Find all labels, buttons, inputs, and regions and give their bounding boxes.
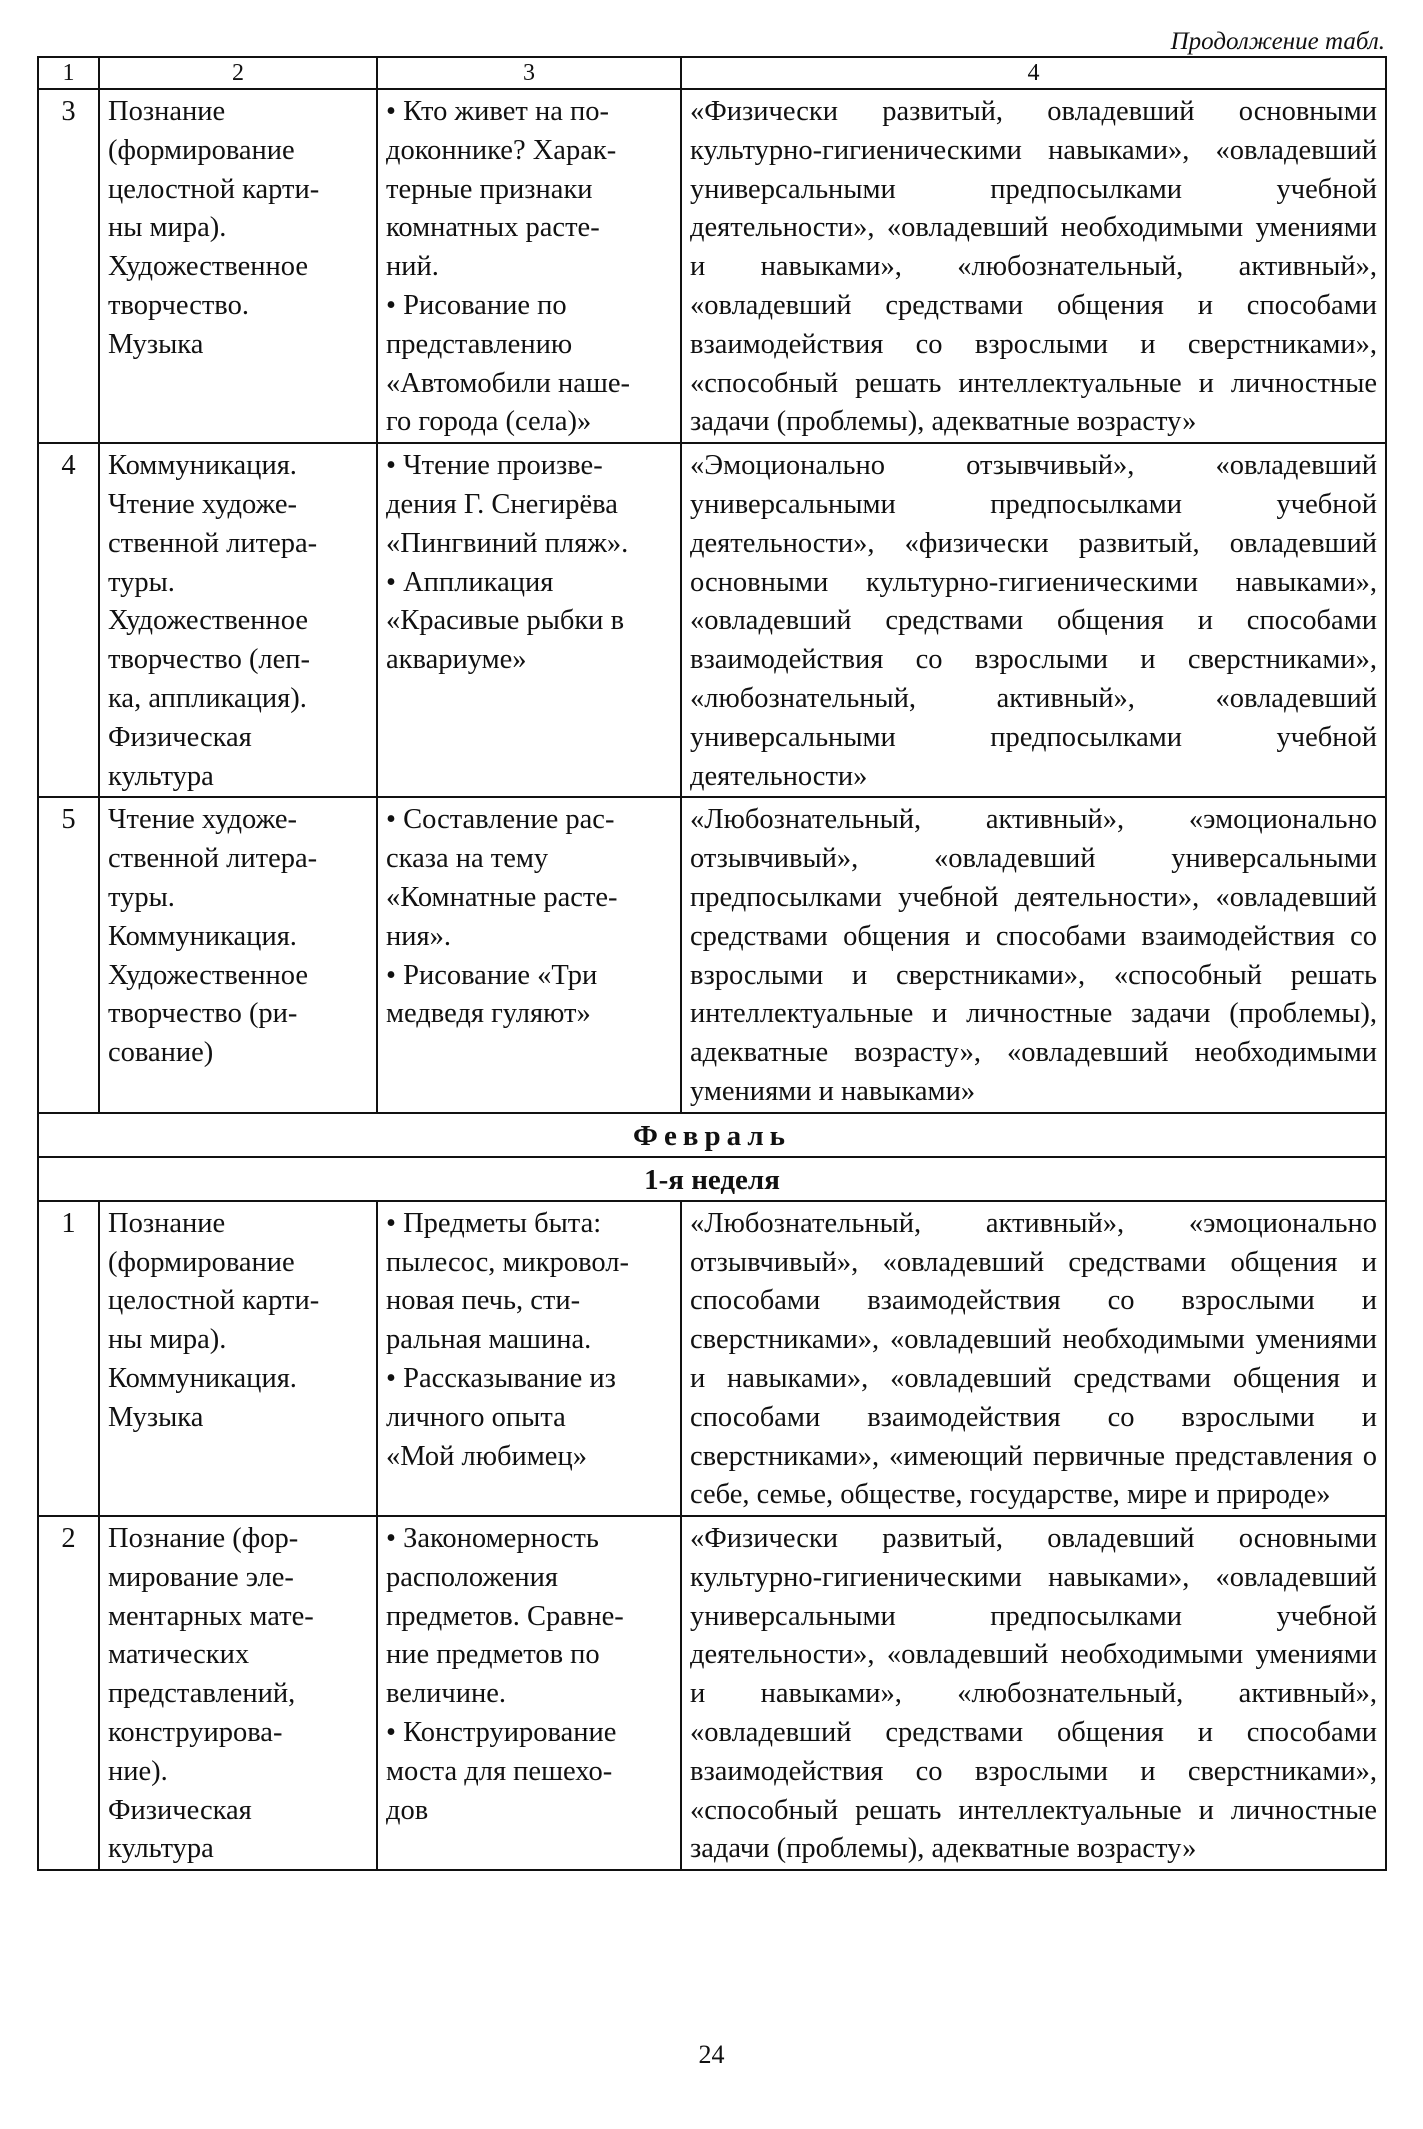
activity-line: «Автомобили наше-: [386, 367, 630, 399]
header-cell: 4: [681, 57, 1386, 89]
subject-line: (формирование: [108, 134, 295, 166]
month-row: [38, 1113, 1386, 1157]
activity-line: ния».: [386, 920, 451, 952]
subject-line: Познание: [108, 96, 226, 127]
subject-line: Художественное: [108, 959, 309, 991]
activity-line: моста для пешехо-: [386, 1755, 613, 1787]
activities-cell: [377, 443, 681, 797]
subject-areas-cell: [99, 443, 377, 797]
subject-line: туры.: [108, 881, 175, 913]
subject-line: Музыка: [108, 328, 204, 360]
row-number-cell: 2: [38, 1516, 99, 1870]
outcomes-cell: «Любознательный, активный», «эмоционально отзывчивый», «овладевший универсальными предпосылками учебной деятельности», «овладевший средствами общения и способами взаимодействия со взрослыми и сверстниками», «способный решать интеллектуальные и личностные задачи (проблемы), адекватные возрасту», «овладевший необходимыми умениями и навыками»: [681, 797, 1386, 1112]
subject-line: Коммуникация.: [108, 920, 297, 952]
activity-line: доконнике? Харак-: [386, 134, 617, 166]
subject-line: туры.: [108, 566, 175, 598]
header-cell: 3: [377, 57, 681, 89]
row-number-cell: 5: [38, 797, 99, 1112]
subject-line: Художественное: [108, 605, 309, 637]
outcomes-cell: «Любознательный, активный», «эмоционально отзывчивый», «овладевший средствами общения и способами взаимодействия со взрослыми и сверстниками», «овладевший необходимыми умениями и навыками», «овладевший средствами общения и способами взаимодействия со взрослыми и сверстниками», «имеющий первичные представления о себе, семье, обществе, государстве, мире и природе»: [681, 1201, 1386, 1516]
activity-line: • Рисование по: [386, 289, 567, 321]
subject-areas-cell: [99, 89, 377, 443]
table-row: [38, 1516, 1386, 1870]
subject-line: Физическая: [108, 721, 252, 753]
activity-line: комнатных расте-: [386, 212, 600, 244]
activity-line: личного опыта: [386, 1401, 566, 1433]
activity-line: «Пингвиний пляж».: [386, 527, 629, 559]
row-number-cell: 1: [38, 1201, 99, 1516]
activity-line: терные признаки: [386, 173, 593, 205]
subject-line: культура: [108, 760, 214, 792]
activity-line: ральная машина.: [386, 1324, 592, 1356]
subject-line: целостной карти-: [108, 173, 320, 205]
row-number-cell: 3: [38, 89, 99, 443]
subject-line: ственной литера-: [108, 843, 318, 875]
subject-line: сование): [108, 1037, 214, 1069]
activity-line: «Красивые рыбки в: [386, 605, 625, 637]
subject-areas-cell: [99, 1516, 377, 1870]
subject-line: конструирова-: [108, 1717, 283, 1749]
activity-line: «Комнатные расте-: [386, 881, 618, 913]
activity-line: • Предметы быта:: [386, 1207, 602, 1239]
activity-line: расположения: [386, 1561, 559, 1593]
outcomes-cell: «Физически развитый, овладевший основными культурно-гигиеническими навыками», «овладевший универсальными предпосылками учебной деятельности», «овладевший необходимыми умениями и навыками», «любознательный, активный», «овладевший средствами общения и способами взаимодействия со взрослыми и сверстниками», «способный решать интеллектуальные и личностные задачи (проблемы), адекватные возрасту»: [681, 89, 1386, 443]
subject-line: Чтение художе-: [108, 804, 298, 836]
activity-line: предметов. Сравне-: [386, 1600, 624, 1632]
header-cell: 2: [99, 57, 377, 89]
activity-line: величине.: [386, 1678, 507, 1710]
subject-line: ментарных мате-: [108, 1600, 314, 1632]
subject-line: ние).: [108, 1755, 168, 1787]
week-row: [38, 1157, 1386, 1201]
subject-line: Коммуникация.: [108, 450, 297, 482]
subject-line: ны мира).: [108, 1324, 227, 1356]
week-title: 1-я неделя: [644, 1163, 780, 1196]
activity-line: сказа на тему: [386, 843, 549, 875]
table-row: [38, 797, 1386, 1112]
table-row: [38, 443, 1386, 797]
activity-line: дов: [386, 1794, 429, 1826]
subject-line: целостной карти-: [108, 1285, 320, 1317]
activity-line: • Аппликация: [386, 566, 554, 598]
subject-line: творчество (леп-: [108, 644, 311, 676]
subject-line: матических: [108, 1639, 250, 1671]
activity-line: новая печь, сти-: [386, 1285, 581, 1317]
table-row: [38, 1201, 1386, 1516]
subject-line: творчество.: [108, 289, 249, 321]
activity-line: ний.: [386, 251, 439, 283]
activities-cell: [377, 89, 681, 443]
activity-line: • Рассказывание из: [386, 1362, 616, 1394]
subject-line: мирование эле-: [108, 1561, 294, 1593]
month-cell: [38, 1113, 1386, 1157]
week-cell: [38, 1157, 1386, 1201]
table-continuation-caption: Продолжение табл.: [1170, 28, 1385, 55]
outcomes-cell: «Эмоционально отзывчивый», «овладевший универсальными предпосылками учебной деятельности», «физически развитый, овладевший основными культурно-гигиеническими навыками», «овладевший средствами общения и способами взаимодействия со взрослыми и сверстниками», «любознательный, активный», «овладевший универсальными предпосылками учебной деятельности»: [681, 443, 1386, 797]
subject-line: Чтение художе-: [108, 488, 298, 520]
table-header-row: [38, 57, 1386, 89]
activity-line: пылесос, микровол-: [386, 1246, 629, 1278]
header-cell: 1: [38, 57, 99, 89]
subject-line: (формирование: [108, 1246, 295, 1278]
row-number-cell: 4: [38, 443, 99, 797]
activity-line: • Чтение произве-: [386, 450, 603, 482]
activity-line: • Составление рас-: [386, 804, 615, 836]
outcomes-cell: «Физически развитый, овладевший основными культурно-гигиеническими навыками», «овладевший универсальными предпосылками учебной деятельности», «овладевший необходимыми умениями и навыками», «любознательный, активный», «овладевший средствами общения и способами взаимодействия со взрослыми и сверстниками», «способный решать интеллектуальные и личностные задачи (проблемы), адекватные возрасту»: [681, 1516, 1386, 1870]
activity-line: • Кто живет на по-: [386, 96, 609, 127]
activity-line: «Мой любимец»: [386, 1440, 587, 1472]
activity-line: • Рисование «Три: [386, 959, 598, 991]
subject-line: Физическая: [108, 1794, 252, 1826]
subject-areas-cell: [99, 797, 377, 1112]
activity-line: представлению: [386, 328, 573, 360]
subject-line: Познание: [108, 1207, 226, 1239]
subject-line: ка, аппликация).: [108, 682, 307, 714]
subject-line: Музыка: [108, 1401, 204, 1433]
subject-line: ственной литера-: [108, 527, 318, 559]
activity-line: дения Г. Снегирёва: [386, 488, 618, 520]
activity-line: аквариуме»: [386, 644, 527, 676]
subject-line: Коммуникация.: [108, 1362, 297, 1394]
month-title: Февраль: [633, 1119, 791, 1152]
activities-cell: [377, 1201, 681, 1516]
activity-line: ние предметов по: [386, 1639, 600, 1671]
subject-line: творчество (ри-: [108, 998, 298, 1030]
activity-line: медведя гуляют»: [386, 998, 591, 1030]
subject-line: ны мира).: [108, 212, 227, 244]
subject-line: представлений,: [108, 1678, 296, 1710]
subject-line: Художественное: [108, 251, 309, 283]
activities-cell: [377, 797, 681, 1112]
page-number: 24: [698, 2040, 725, 2069]
subject-line: культура: [108, 1833, 214, 1865]
activity-line: го города (села)»: [386, 406, 592, 438]
activity-line: • Конструирование: [386, 1717, 617, 1749]
activity-line: • Закономерность: [386, 1523, 599, 1555]
subject-areas-cell: [99, 1201, 377, 1516]
lesson-plan-table: [37, 56, 1387, 1871]
activities-cell: [377, 1516, 681, 1870]
table-row: [38, 89, 1386, 443]
subject-line: Познание (фор-: [108, 1523, 299, 1555]
